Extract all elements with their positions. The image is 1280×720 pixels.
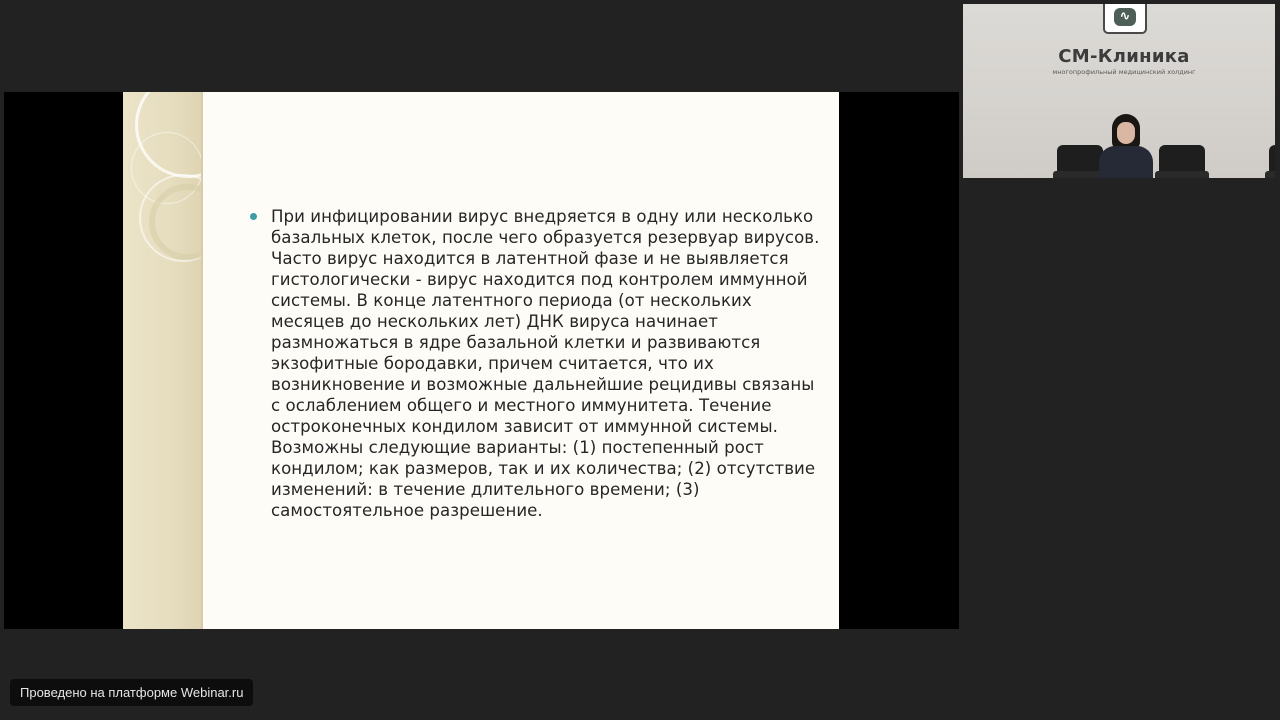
slide-decorative-sidebar	[123, 92, 203, 629]
platform-badge[interactable]: Проведено на платформе Webinar.ru	[10, 679, 253, 706]
chair	[1159, 145, 1205, 178]
clinic-brand-subtitle: многопрофильный медицинский холдинг	[1052, 68, 1196, 76]
presenter-face	[1117, 122, 1135, 144]
presenter-webcam[interactable]	[963, 4, 1275, 178]
clinic-logo	[1103, 4, 1147, 34]
clinic-brand-name: СМ-Клиника	[1058, 46, 1190, 67]
presenter-figure	[1095, 114, 1155, 178]
chair	[1269, 145, 1275, 178]
presentation-slide	[123, 92, 839, 629]
slide-bullet-item	[247, 206, 823, 521]
slide-content	[247, 206, 823, 521]
bullet-icon	[250, 213, 257, 220]
presentation-stage	[4, 92, 959, 629]
presenter-body	[1099, 146, 1153, 178]
slide-paragraph: При инфицировании вирус внедряется в одну или несколько базальных клеток, после чего образуется резервуар вирусов. Часто вирус находится в латентной фазе и не выявляется гистологически - вирус находится под контролем иммунной системы. В конце латентного периода (от нескольких месяцев до нескольких лет) ДНК вируса начинает размножаться в ядре базальной клетки и развиваются экзофитные бородавки, причем считается, что их возникновение и возможные дальнейшие рецидивы связаны с ослаблением общего и местного иммунитета. Течение остроконечных кондилом зависит от иммунной системы. Возможны следующие варианты: (1) постепенный рост кондилом; как размеров, так и их количества; (2) отсутствие изменений: в течение длительного времени; (3) самостоятельное разрешение.	[271, 207, 820, 520]
cm-logo-icon: ∿	[1114, 8, 1136, 26]
